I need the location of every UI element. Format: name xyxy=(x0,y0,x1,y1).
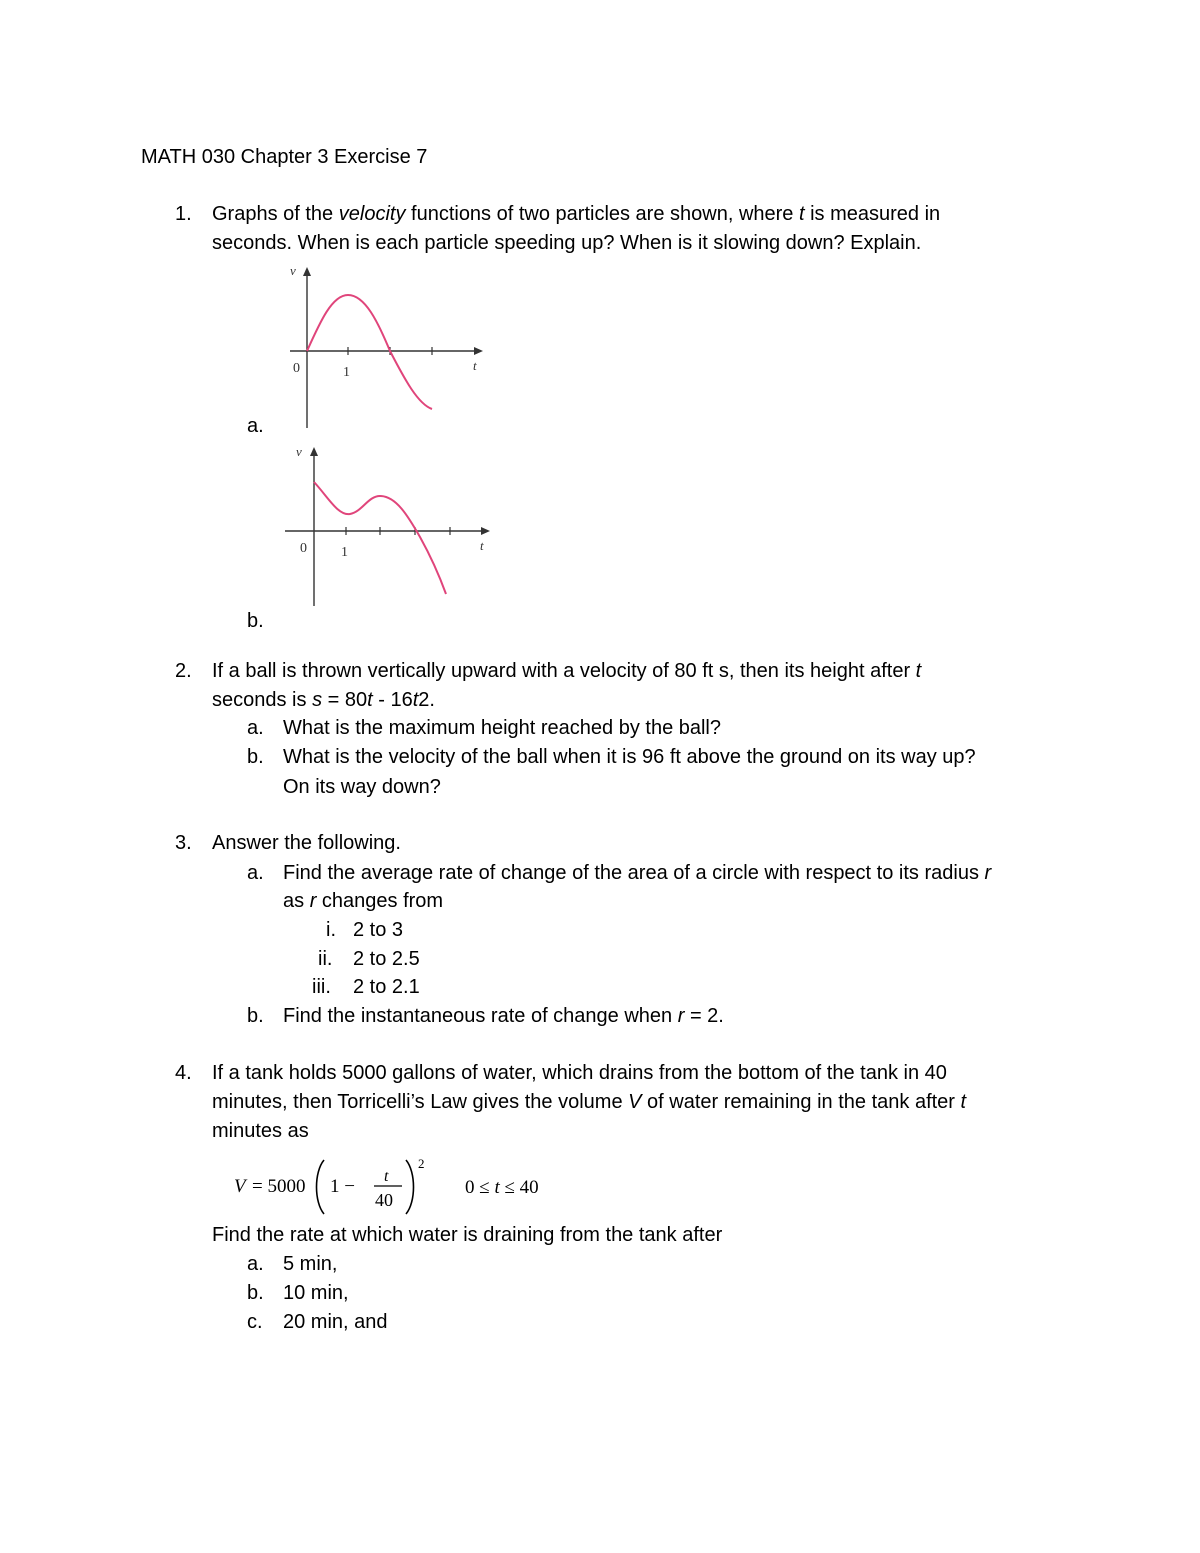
question-3a-label: a. xyxy=(247,862,264,884)
question-1-line-1: Graphs of the velocity functions of two particles are shown, where t is measured in xyxy=(212,203,941,225)
formula-right-paren xyxy=(406,1160,414,1214)
question-4-line-1: If a tank holds 5000 gallons of water, which drains from the bottom of the tank in 40 xyxy=(212,1062,947,1084)
graph-b-v-label: v xyxy=(296,444,302,459)
formula-condition: 0 ≤ t ≤ 40 xyxy=(465,1177,539,1198)
graph-b-label: b. xyxy=(247,610,264,632)
graph-b-zero-label: 0 xyxy=(300,541,307,556)
formula-denominator: 40 xyxy=(375,1190,393,1210)
question-3a-iii-label: iii. xyxy=(312,976,331,998)
formula-eq: = 5000 xyxy=(252,1176,306,1197)
question-2-line-1: If a ball is thrown vertically upward with a velocity of 80 ft s, then its height after t xyxy=(212,660,922,682)
question-2a-label: a. xyxy=(247,717,264,739)
question-4-line-2: minutes, then Torricelli’s Law gives the volume V of water remaining in the tank after t xyxy=(212,1091,967,1113)
question-3b-text: Find the instantaneous rate of change when r = 2. xyxy=(283,1005,724,1027)
question-4-find: Find the rate at which water is draining from the tank after xyxy=(212,1224,723,1246)
question-2b-label: b. xyxy=(247,746,264,768)
question-4-line-3: minutes as xyxy=(212,1120,309,1142)
graph-b-velocity-curve xyxy=(314,482,446,594)
formula-numerator: t xyxy=(384,1168,389,1185)
question-3-number: 3. xyxy=(175,832,192,854)
question-3-intro: Answer the following. xyxy=(212,832,401,854)
question-2a-text: What is the maximum height reached by the ball? xyxy=(283,717,721,739)
question-3a-i-text: 2 to 3 xyxy=(353,919,404,941)
velocity-graph-b xyxy=(270,442,500,612)
graph-b-t-arrow xyxy=(481,527,490,535)
question-3a-iii-text: 2 to 2.1 xyxy=(353,976,420,998)
formula-exponent: 2 xyxy=(418,1156,425,1171)
question-4a-label: a. xyxy=(247,1253,264,1275)
question-4c-label: c. xyxy=(247,1311,263,1333)
graph-a-label: a. xyxy=(247,415,264,437)
question-2b-text: What is the velocity of the ball when it is 96 ft above the ground on its way up? xyxy=(283,746,976,768)
question-2-number: 2. xyxy=(175,660,192,682)
question-4a-text: 5 min, xyxy=(283,1253,338,1275)
graph-a-v-label: v xyxy=(290,263,296,278)
question-3a-i-label: i. xyxy=(326,919,336,941)
question-3a-ii-label: ii. xyxy=(318,948,333,970)
question-2b-text-2: On its way down? xyxy=(283,776,441,798)
question-2-line-2: seconds is s = 80t - 16t2. xyxy=(212,689,435,711)
formula-left-paren xyxy=(317,1160,325,1214)
page-title: MATH 030 Chapter 3 Exercise 7 xyxy=(141,146,428,168)
question-3a-line-1: Find the average rate of change of the area of a circle with respect to its radius r xyxy=(283,862,992,884)
question-4b-label: b. xyxy=(247,1282,264,1304)
graph-b-t-label: t xyxy=(480,538,484,553)
question-4-number: 4. xyxy=(175,1062,192,1084)
graph-a-t-label: t xyxy=(473,358,477,373)
graph-b-one-label: 1 xyxy=(341,545,348,560)
question-1-number: 1. xyxy=(175,203,192,225)
question-3b-label: b. xyxy=(247,1005,264,1027)
graph-b-v-arrow xyxy=(310,447,318,456)
question-1-line-2: seconds. When is each particle speeding up? When is it slowing down? Explain. xyxy=(212,232,922,254)
graph-a-one-label: 1 xyxy=(343,365,350,380)
question-4c-text: 20 min, and xyxy=(283,1311,388,1333)
graph-a-zero-label: 0 xyxy=(293,361,300,376)
question-3a-ii-text: 2 to 2.5 xyxy=(353,948,420,970)
velocity-graph-a xyxy=(270,262,500,434)
formula-v: V xyxy=(234,1176,246,1197)
graph-a-v-arrow xyxy=(303,267,311,276)
question-3a-line-2: as r changes from xyxy=(283,890,444,912)
torricelli-formula xyxy=(230,1152,590,1218)
graph-a-t-arrow xyxy=(474,347,483,355)
formula-one-minus: 1 − xyxy=(330,1176,355,1197)
graph-a-velocity-curve xyxy=(307,295,432,409)
question-4b-text: 10 min, xyxy=(283,1282,349,1304)
